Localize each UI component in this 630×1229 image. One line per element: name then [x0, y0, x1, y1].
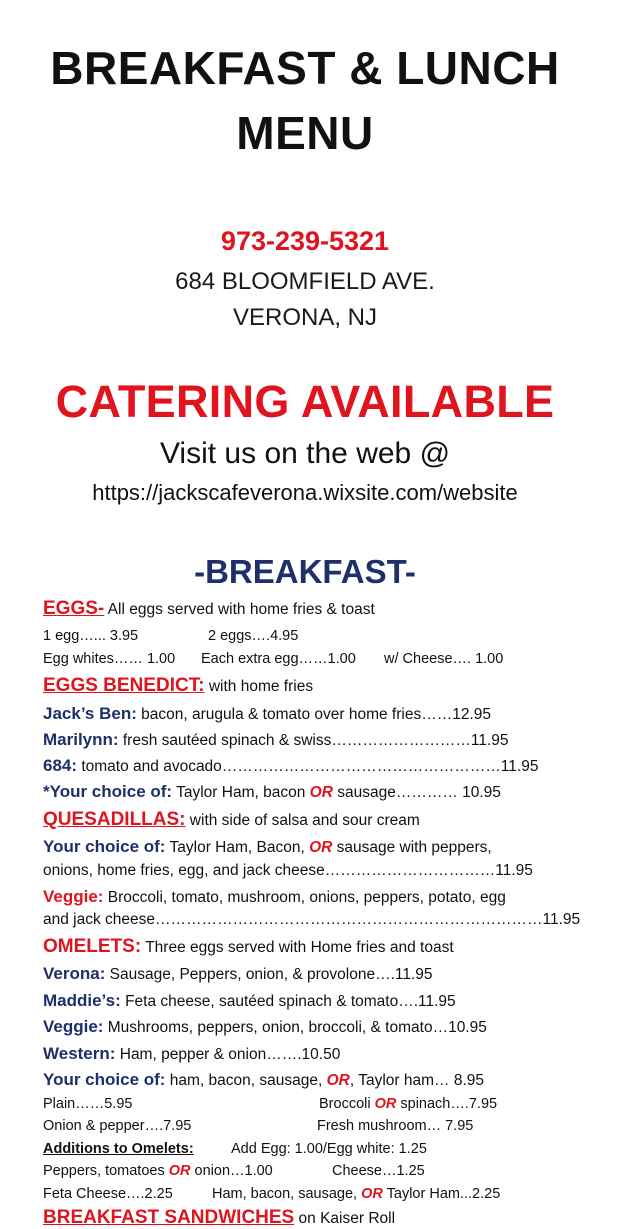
omelets-section-header — [43, 936, 454, 958]
menu-item — [43, 1070, 484, 1090]
title-line-1: BREAKFAST & LUNCH — [50, 42, 560, 94]
menu-item — [43, 991, 456, 1011]
item-name: Western: — [43, 1044, 116, 1063]
one-egg-price: 1 egg…... 3.95 — [43, 628, 139, 644]
menu-item-continued: onions, home fries, egg, and jack cheese……………………………11.95 — [43, 862, 533, 879]
section-title: OMELETS: — [43, 936, 142, 957]
visit-text: Visit us on the web @ — [159, 437, 451, 470]
item-desc: tomato and avocado………………………………………………11.95 — [77, 758, 539, 775]
item-name: Jack’s Ben: — [43, 704, 137, 723]
menu-item — [43, 756, 538, 776]
item-desc: Broccoli — [319, 1096, 375, 1112]
item-desc: , Taylor ham… 8.95 — [349, 1072, 484, 1089]
broccoli-omelet-price — [319, 1096, 497, 1112]
menu-item — [43, 1017, 487, 1037]
item-desc: sausage………… 10.95 — [332, 784, 501, 801]
address-line-2: VERONA, NJ — [232, 304, 378, 331]
phone-number[interactable]: 973-239-5321 — [220, 226, 390, 256]
sandwiches-section-header — [43, 1207, 395, 1229]
or-text: OR — [168, 1163, 191, 1179]
item-desc: ham, bacon, sausage, — [165, 1072, 327, 1089]
or-text: OR — [326, 1072, 350, 1089]
quesadillas-section-header — [43, 809, 420, 831]
section-desc: with home fries — [204, 678, 314, 695]
menu-item — [43, 837, 492, 857]
benedict-section-header — [43, 675, 313, 697]
or-text: OR — [309, 784, 333, 801]
item-name: Marilynn: — [43, 730, 119, 749]
mushroom-price: Fresh mushroom… 7.95 — [317, 1118, 474, 1134]
veg-addition-price — [43, 1163, 273, 1179]
section-title: EGGS BENEDICT: — [43, 675, 205, 696]
section-desc: Three eggs served with Home fries and toast — [141, 939, 454, 956]
menu-item — [43, 1044, 340, 1064]
breakfast-heading: -BREAKFAST- — [194, 553, 416, 590]
or-text: OR — [374, 1096, 397, 1112]
page-title — [0, 38, 610, 163]
section-desc: All eggs served with home fries & toast — [104, 601, 375, 618]
item-name: Veggie: — [43, 887, 104, 906]
menu-item-continued: and jack cheese…………………………………………………………………11.95 — [43, 911, 581, 928]
or-text: OR — [361, 1186, 383, 1202]
section-desc: with side of salsa and sour cream — [185, 812, 420, 829]
section-title: BREAKFAST SANDWICHES — [43, 1207, 295, 1228]
additions-title: Additions to Omelets: — [43, 1141, 194, 1157]
menu-item — [43, 782, 501, 802]
item-name: Your choice of: — [43, 1070, 166, 1089]
item-name: Maddie’s: — [43, 991, 121, 1010]
item-desc: Taylor Ham, Bacon, — [165, 839, 310, 856]
menu-item — [43, 704, 491, 724]
item-desc: Ham, bacon, sausage, — [212, 1186, 362, 1202]
onion-pepper-price: Onion & pepper….7.95 — [43, 1118, 192, 1134]
add-egg-price: Add Egg: 1.00/Egg white: 1.25 — [231, 1141, 427, 1157]
item-desc: Taylor Ham...2.25 — [382, 1186, 501, 1202]
item-desc: onion…1.00 — [190, 1163, 273, 1179]
item-name: Verona: — [43, 964, 106, 983]
plain-omelet-price: Plain……5.95 — [43, 1096, 133, 1112]
menu-item — [43, 887, 506, 907]
item-desc: bacon, arugula & tomato over home fries……12.95 — [136, 706, 491, 723]
title-line-2: MENU — [236, 107, 374, 159]
section-title: EGGS- — [43, 598, 105, 619]
or-text: OR — [309, 839, 333, 856]
extra-egg-price: Each extra egg……1.00 — [201, 651, 356, 667]
menu-item — [43, 730, 509, 750]
section-title: QUESADILLAS: — [43, 809, 186, 830]
omelet-additions-title — [43, 1141, 194, 1157]
item-desc: Sausage, Peppers, onion, & provolone….11.95 — [105, 966, 433, 983]
item-desc: spinach….7.95 — [396, 1096, 498, 1112]
item-desc: Feta cheese, sautéed spinach & tomato….11.95 — [120, 993, 456, 1010]
cheese-addition-price: Cheese…1.25 — [332, 1163, 425, 1179]
catering-banner: CATERING AVAILABLE — [55, 376, 555, 427]
two-eggs-price: 2 eggs….4.95 — [208, 628, 299, 644]
item-desc: Taylor Ham, bacon — [172, 784, 310, 801]
item-name: 684: — [43, 756, 78, 775]
website-link[interactable]: https://jackscafeverona.wixsite.com/website — [92, 480, 518, 505]
address-line-1: 684 BLOOMFIELD AVE. — [175, 268, 435, 295]
item-desc: Mushrooms, peppers, onion, broccoli, & tomato…10.95 — [103, 1019, 487, 1036]
item-desc: fresh sautéed spinach & swiss………………………11.95 — [118, 732, 509, 749]
item-desc: Peppers, tomatoes — [43, 1163, 169, 1179]
cheese-price: w/ Cheese…. 1.00 — [384, 651, 504, 667]
meat-addition-price — [212, 1186, 500, 1202]
item-desc: Broccoli, tomato, mushroom, onions, peppers, potato, egg — [103, 889, 506, 906]
item-desc: Ham, pepper & onion…….10.50 — [115, 1046, 341, 1063]
egg-whites-price: Egg whites…… 1.00 — [43, 651, 176, 667]
menu-item — [43, 964, 433, 984]
feta-addition-price: Feta Cheese….2.25 — [43, 1186, 173, 1202]
item-name: Your choice of: — [43, 837, 166, 856]
item-name: *Your choice of: — [43, 782, 173, 801]
eggs-section-header — [43, 598, 375, 620]
section-desc: on Kaiser Roll — [294, 1210, 396, 1227]
item-desc: sausage with peppers, — [332, 839, 492, 856]
item-name: Veggie: — [43, 1017, 104, 1036]
